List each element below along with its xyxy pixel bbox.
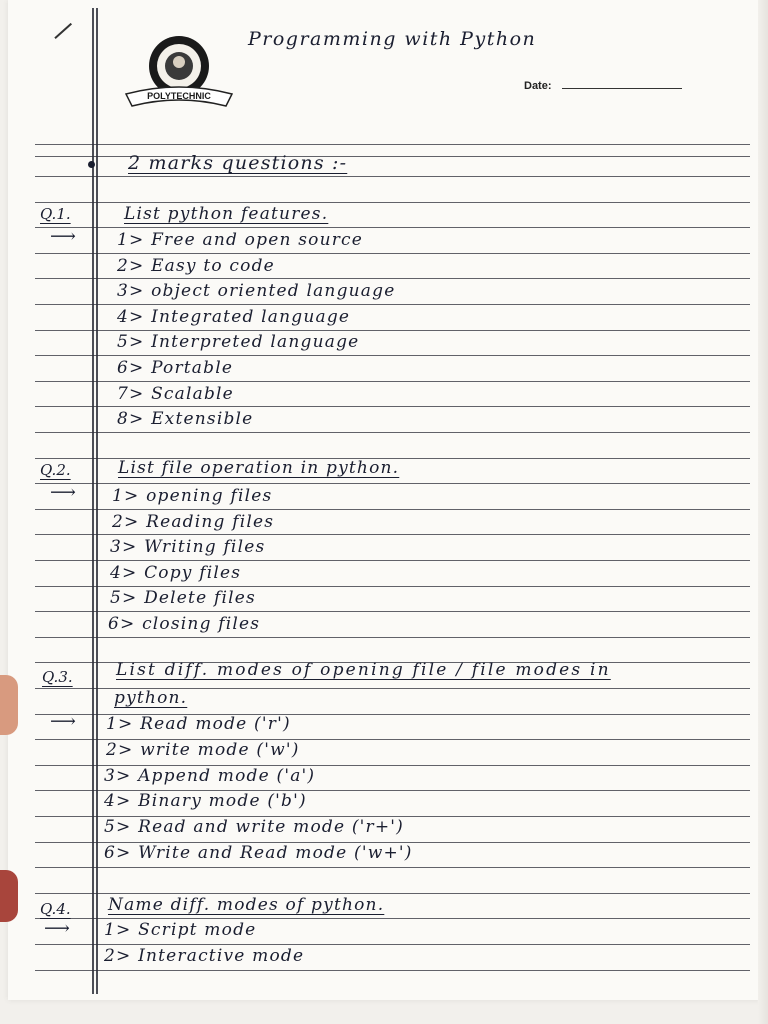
arrow-icon: ⟶: [44, 918, 70, 939]
answer-1-5: 5> Interpreted language: [117, 332, 360, 352]
bullet-dot: [88, 161, 95, 168]
answer-3-2: 2> write mode ('w'): [106, 740, 300, 760]
ruled-line: [35, 355, 750, 356]
arrow-icon: ⟶: [50, 711, 76, 732]
ruled-line: [35, 330, 750, 331]
ruled-line: [35, 483, 750, 484]
answer-4-2: 2> Interactive mode: [104, 946, 305, 966]
ruled-line: [35, 253, 750, 254]
logo-label: POLYTECHNIC: [147, 91, 211, 101]
ruled-line: [35, 144, 750, 145]
question-3-text-continued: python.: [114, 688, 188, 708]
question-3-text: List diff. modes of opening file / file modes in: [116, 660, 611, 680]
answer-1-3: 3> object oriented language: [117, 281, 396, 301]
ruled-line: [35, 970, 750, 971]
answer-3-4: 4> Binary mode ('b'): [104, 791, 307, 811]
page-edge-shadow: [758, 0, 768, 1024]
page-title: Programming with Python: [248, 28, 537, 50]
answer-3-5: 5> Read and write mode ('r+'): [104, 817, 405, 837]
ruled-line: [35, 534, 750, 535]
question-number-1: Q.1.: [40, 205, 71, 223]
ruled-line: [35, 304, 750, 305]
answer-1-7: 7> Scalable: [117, 384, 234, 404]
ruled-line: [35, 432, 750, 433]
ruled-line: [35, 611, 750, 612]
ruled-line: [35, 278, 750, 279]
question-1-text: List python features.: [124, 204, 329, 224]
ruled-line: [35, 560, 750, 561]
answer-2-4: 4> Copy files: [110, 563, 242, 583]
ruled-line: [35, 406, 750, 407]
ruled-line: [35, 586, 750, 587]
polytechnic-logo: [122, 36, 236, 116]
ruled-line: [35, 227, 750, 228]
question-number-3: Q.3.: [42, 668, 73, 686]
answer-2-2: 2> Reading files: [112, 512, 275, 532]
answer-1-6: 6> Portable: [117, 358, 234, 378]
ruled-line: [35, 509, 750, 510]
question-number-4: Q.4.: [40, 900, 71, 918]
finger-left-top: [0, 675, 18, 735]
arrow-icon: ⟶: [50, 226, 76, 247]
arrow-icon: ⟶: [50, 482, 76, 503]
date-label: Date:: [524, 80, 552, 92]
date-field-line: [562, 88, 682, 89]
finger-left-bottom: [0, 870, 18, 922]
ruled-line: [35, 944, 750, 945]
question-4-text: Name diff. modes of python.: [108, 895, 385, 915]
ruled-line: [35, 637, 750, 638]
answer-3-3: 3> Append mode ('a'): [104, 766, 316, 786]
question-2-text: List file operation in python.: [118, 458, 400, 478]
answer-1-1: 1> Free and open source: [117, 230, 364, 250]
ruled-line: [35, 176, 750, 177]
ruled-line: [35, 381, 750, 382]
ruled-line: [35, 893, 750, 894]
answer-1-4: 4> Integrated language: [117, 307, 351, 327]
answer-2-1: 1> opening files: [112, 486, 273, 506]
answer-2-6: 6> closing files: [108, 614, 261, 634]
answer-3-1: 1> Read mode ('r'): [106, 714, 291, 734]
answer-1-8: 8> Extensible: [117, 409, 254, 429]
question-number-2: Q.2.: [40, 461, 71, 479]
answer-2-5: 5> Delete files: [110, 588, 256, 608]
section-heading: 2 marks questions :-: [128, 152, 348, 174]
answer-4-1: 1> Script mode: [104, 920, 257, 940]
answer-1-2: 2> Easy to code: [117, 256, 275, 276]
ruled-line: [35, 867, 750, 868]
answer-3-6: 6> Write and Read mode ('w+'): [104, 843, 413, 863]
ruled-line: [35, 202, 750, 203]
ruled-line: [35, 918, 750, 919]
answer-2-3: 3> Writing files: [110, 537, 266, 557]
